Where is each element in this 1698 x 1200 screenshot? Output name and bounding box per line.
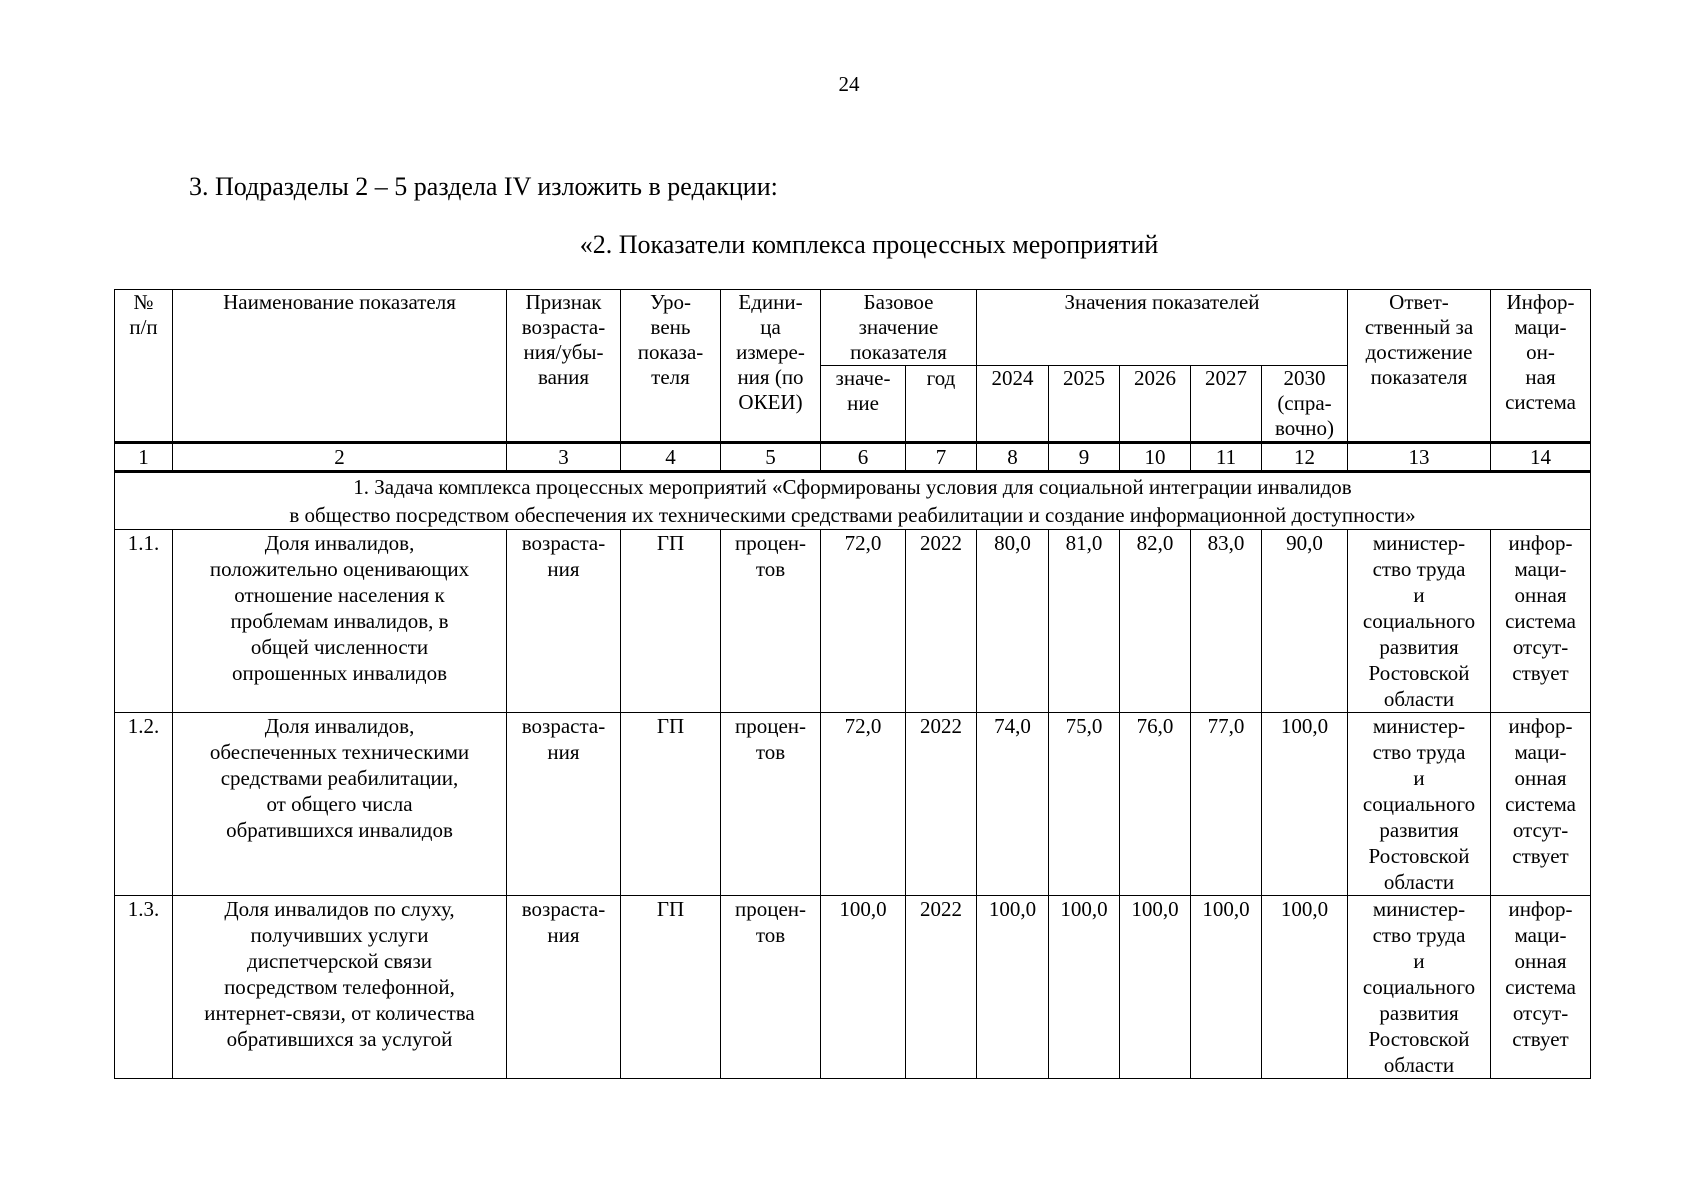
- text-line: социального: [1362, 609, 1476, 633]
- column-numbers-row: [115, 443, 1591, 472]
- text-line: ствует: [1512, 1027, 1569, 1051]
- row-name: [173, 713, 507, 896]
- row-base-year: 2022: [906, 530, 977, 713]
- text-line: система: [1505, 975, 1576, 999]
- row-value-2027: 77,0: [1191, 713, 1262, 896]
- row-value-2024: 74,0: [977, 713, 1049, 896]
- row-value-2026: 100,0: [1120, 896, 1191, 1079]
- text-line: области: [1383, 870, 1455, 894]
- text-line: ная: [1525, 365, 1556, 389]
- header-info-system: [1491, 290, 1591, 443]
- text-line: процен-: [734, 897, 807, 921]
- text-line: Доля инвалидов по слуху,: [224, 897, 455, 921]
- row-num: 1.1.: [115, 530, 173, 713]
- text-line: ствует: [1512, 844, 1569, 868]
- text-line: Ростовской: [1368, 844, 1470, 868]
- text-line: обеспеченных техническими: [209, 740, 470, 764]
- text-line: ния: [547, 557, 580, 581]
- text-line: (спра-: [1277, 391, 1332, 415]
- text-line: и: [1413, 766, 1425, 790]
- text-line: диспетчерской связи: [247, 949, 432, 973]
- header-year-2027: 2027: [1191, 366, 1262, 443]
- table-row: [115, 713, 1591, 896]
- row-base-value: 100,0: [821, 896, 906, 1079]
- column-number: 13: [1348, 443, 1491, 472]
- text-line: маци-: [1514, 557, 1567, 581]
- row-value-2030: 100,0: [1262, 713, 1348, 896]
- header-row: [115, 290, 1591, 366]
- row-base-year: 2022: [906, 896, 977, 1079]
- row-value-2025: 100,0: [1049, 896, 1120, 1079]
- row-level: ГП: [621, 896, 721, 1079]
- text-line: вания: [537, 365, 590, 389]
- row-unit: [721, 530, 821, 713]
- text-line: Уро-: [649, 290, 691, 314]
- column-number: 7: [906, 443, 977, 472]
- table-row: [115, 530, 1591, 713]
- text-line: интернет-связи, от количества: [204, 1001, 475, 1025]
- row-base-year: 2022: [906, 713, 977, 896]
- row-info-system: [1491, 896, 1591, 1079]
- text-line: онная: [1514, 766, 1567, 790]
- text-line: система: [1505, 609, 1576, 633]
- table-row: [115, 896, 1591, 1079]
- row-value-2030: 100,0: [1262, 896, 1348, 1079]
- task-line-2: в общество посредством обеспечения их техническими средствами реабилитации и создание информационной доступности»: [289, 503, 1416, 527]
- text-line: средствами реабилитации,: [220, 766, 459, 790]
- text-line: онная: [1514, 949, 1567, 973]
- text-line: ствует: [1512, 661, 1569, 685]
- text-line: тов: [755, 557, 786, 581]
- text-line: Ростовской: [1368, 661, 1470, 685]
- task-line-1: 1. Задача комплекса процессных мероприятий «Сформированы условия для социальной интеграции инвалидов: [353, 475, 1352, 499]
- header-year-2026: 2026: [1120, 366, 1191, 443]
- indicators-table: [114, 289, 1591, 1079]
- text-line: ство труда: [1372, 923, 1466, 947]
- text-line: социального: [1362, 975, 1476, 999]
- row-name: [173, 530, 507, 713]
- row-num: 1.2.: [115, 713, 173, 896]
- column-number: 5: [721, 443, 821, 472]
- text-line: Доля инвалидов,: [264, 714, 415, 738]
- column-number: 1: [115, 443, 173, 472]
- text-line: Ответ-: [1389, 290, 1449, 314]
- header-year-2030: [1262, 366, 1348, 443]
- text-line: ния/убы-: [523, 340, 604, 364]
- header-sign: [507, 290, 621, 443]
- row-sign: [507, 896, 621, 1079]
- column-number: 14: [1491, 443, 1591, 472]
- row-base-value: 72,0: [821, 713, 906, 896]
- text-line: ние: [847, 391, 879, 415]
- section-title: «2. Показатели комплекса процессных мероприятий: [579, 230, 1159, 259]
- column-number: 12: [1262, 443, 1348, 472]
- row-info-system: [1491, 713, 1591, 896]
- text-line: измере-: [736, 340, 805, 364]
- row-level: ГП: [621, 530, 721, 713]
- text-line: вочно): [1274, 416, 1335, 440]
- row-value-2026: 76,0: [1120, 713, 1191, 896]
- text-line: развития: [1379, 1001, 1459, 1025]
- column-number: 10: [1120, 443, 1191, 472]
- header-base-value: [821, 366, 906, 443]
- text-line: ца: [760, 315, 781, 339]
- row-unit: [721, 896, 821, 1079]
- text-line: достижение: [1365, 340, 1473, 364]
- row-unit: [721, 713, 821, 896]
- row-level: ГП: [621, 713, 721, 896]
- text-line: маци-: [1514, 315, 1567, 339]
- row-name: [173, 896, 507, 1079]
- text-line: п/п: [129, 315, 158, 339]
- header-num: [115, 290, 173, 443]
- row-value-2027: 100,0: [1191, 896, 1262, 1079]
- text-line: 2030: [1283, 366, 1326, 390]
- header-base-year: год: [906, 366, 977, 443]
- text-line: Ростовской: [1368, 1027, 1470, 1051]
- row-value-2025: 81,0: [1049, 530, 1120, 713]
- text-line: возраста-: [521, 714, 606, 738]
- row-value-2024: 80,0: [977, 530, 1049, 713]
- header-year-2025: 2025: [1049, 366, 1120, 443]
- text-line: области: [1383, 687, 1455, 711]
- text-line: процен-: [734, 531, 807, 555]
- text-line: тов: [755, 740, 786, 764]
- text-line: маци-: [1514, 740, 1567, 764]
- row-info-system: [1491, 530, 1591, 713]
- text-line: Базовое: [863, 290, 934, 314]
- column-number: 4: [621, 443, 721, 472]
- text-line: ство труда: [1372, 557, 1466, 581]
- text-line: ния: [547, 740, 580, 764]
- text-line: ния (по: [737, 365, 804, 389]
- text-line: обратившихся инвалидов: [226, 818, 453, 842]
- text-line: возраста-: [521, 315, 606, 339]
- text-line: министер-: [1372, 531, 1466, 555]
- text-line: онная: [1514, 583, 1567, 607]
- row-num: 1.3.: [115, 896, 173, 1079]
- text-line: отсут-: [1512, 1001, 1569, 1025]
- text-line: показа-: [637, 340, 704, 364]
- text-line: значение: [858, 315, 939, 339]
- text-line: ОКЕИ): [738, 390, 803, 414]
- text-line: процен-: [734, 714, 807, 738]
- header-unit: [721, 290, 821, 443]
- text-line: Доля инвалидов,: [264, 531, 415, 555]
- column-number: 2: [173, 443, 507, 472]
- row-value-2025: 75,0: [1049, 713, 1120, 896]
- text-line: обратившихся за услугой: [226, 1027, 453, 1051]
- text-line: показателя: [850, 340, 947, 364]
- row-sign: [507, 530, 621, 713]
- text-line: развития: [1379, 635, 1459, 659]
- text-line: ство труда: [1372, 740, 1466, 764]
- intro-text: 3. Подразделы 2 – 5 раздела IV изложить в редакции:: [189, 172, 778, 201]
- text-line: возраста-: [521, 531, 606, 555]
- text-line: система: [1505, 390, 1576, 414]
- text-line: проблемам инвалидов, в: [230, 609, 449, 633]
- text-line: Едини-: [738, 290, 803, 314]
- text-line: и: [1413, 583, 1425, 607]
- header-values-group: Значения показателей: [977, 290, 1348, 366]
- text-line: получивших услуги: [250, 923, 429, 947]
- text-line: система: [1505, 792, 1576, 816]
- header-level: [621, 290, 721, 443]
- task-description: [115, 472, 1591, 530]
- column-number: 9: [1049, 443, 1120, 472]
- text-line: №: [133, 290, 154, 314]
- row-responsible: [1348, 530, 1491, 713]
- row-value-2027: 83,0: [1191, 530, 1262, 713]
- text-line: министер-: [1372, 897, 1466, 921]
- text-line: общей численности: [250, 635, 429, 659]
- text-line: теля: [651, 365, 690, 389]
- text-line: инфор-: [1508, 897, 1573, 921]
- row-base-value: 72,0: [821, 530, 906, 713]
- text-line: области: [1383, 1053, 1455, 1077]
- text-line: вень: [650, 315, 691, 339]
- row-responsible: [1348, 713, 1491, 896]
- text-line: Признак: [525, 290, 602, 314]
- text-line: значе-: [835, 366, 891, 390]
- task-row: [115, 472, 1591, 530]
- text-line: инфор-: [1508, 714, 1573, 738]
- text-line: отсут-: [1512, 635, 1569, 659]
- text-line: инфор-: [1508, 531, 1573, 555]
- text-line: развития: [1379, 818, 1459, 842]
- text-line: маци-: [1514, 923, 1567, 947]
- text-line: министер-: [1372, 714, 1466, 738]
- row-value-2030: 90,0: [1262, 530, 1348, 713]
- header-base-group: [821, 290, 977, 366]
- row-value-2024: 100,0: [977, 896, 1049, 1079]
- header-name: Наименование показателя: [173, 290, 507, 443]
- text-line: опрошенных инвалидов: [231, 661, 447, 685]
- page-number: 24: [838, 72, 860, 96]
- text-line: возраста-: [521, 897, 606, 921]
- text-line: от общего числа: [266, 792, 413, 816]
- text-line: отсут-: [1512, 818, 1569, 842]
- row-sign: [507, 713, 621, 896]
- column-number: 8: [977, 443, 1049, 472]
- row-responsible: [1348, 896, 1491, 1079]
- text-line: он-: [1526, 340, 1555, 364]
- text-line: посредством телефонной,: [224, 975, 455, 999]
- header-year-2024: 2024: [977, 366, 1049, 443]
- text-line: и: [1413, 949, 1425, 973]
- text-line: тов: [755, 923, 786, 947]
- row-value-2026: 82,0: [1120, 530, 1191, 713]
- text-line: ния: [547, 923, 580, 947]
- text-line: ственный за: [1364, 315, 1474, 339]
- text-line: показателя: [1370, 365, 1468, 389]
- column-number: 3: [507, 443, 621, 472]
- column-number: 6: [821, 443, 906, 472]
- text-line: положительно оценивающих: [209, 557, 470, 581]
- header-responsible: [1348, 290, 1491, 443]
- text-line: отношение населения к: [234, 583, 445, 607]
- text-line: социального: [1362, 792, 1476, 816]
- column-number: 11: [1191, 443, 1262, 472]
- text-line: Инфор-: [1506, 290, 1575, 314]
